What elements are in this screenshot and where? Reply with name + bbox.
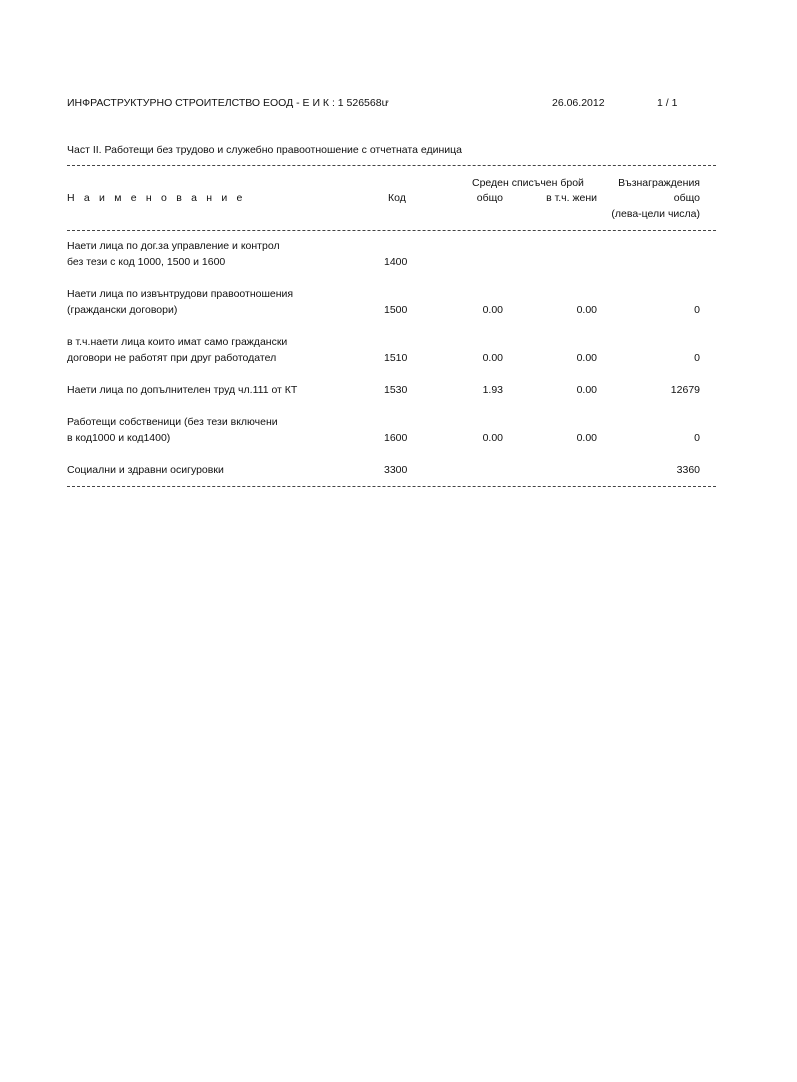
col-pay-total: общо: [673, 192, 700, 204]
row-name-line2: в код1000 и код1400): [67, 432, 171, 444]
row-avg-total: 0.00: [482, 304, 503, 316]
row-pay: 0: [694, 304, 700, 316]
row-code: 1510: [384, 352, 408, 364]
row-avg-women: 0.00: [576, 384, 597, 396]
row-name-line2: без тези с код 1000, 1500 и 1600: [67, 256, 226, 268]
col-avg-women: в т.ч. жени: [546, 192, 597, 204]
row-code: 1400: [384, 256, 408, 268]
row-name-line1: в т.ч.наети лица които имат само граждански: [67, 336, 288, 348]
col-code: Код: [388, 192, 406, 204]
row-name-line2: договори не работят при друг работодател: [67, 352, 277, 364]
col-pay-unit: (лева-цели числа): [611, 208, 700, 220]
company-header: ИНФРАСТРУКТУРНО СТРОИТЕЛСТВО ЕООД - Е И К : 1 526568ư: [67, 97, 389, 109]
row-name-line1: Социални и здравни осигуровки: [67, 464, 224, 476]
row-pay: 3360: [676, 464, 700, 476]
col-name: Н а и м е н о в а н и е: [67, 192, 246, 204]
top-divider: [67, 165, 716, 166]
page-number: 1 / 1: [657, 97, 678, 109]
row-name-line2: (граждански договори): [67, 304, 178, 316]
row-code: 1600: [384, 432, 408, 444]
bottom-divider: [67, 486, 716, 487]
row-name-line1: Наети лица по дог.за управление и контрол: [67, 240, 280, 252]
row-avg-women: 0.00: [576, 304, 597, 316]
col-avg-group: Среден списъчен брой: [472, 177, 584, 189]
row-code: 1530: [384, 384, 408, 396]
row-avg-women: 0.00: [576, 432, 597, 444]
row-avg-total: 0.00: [482, 352, 503, 364]
row-name-line1: Наети лица по допълнителен труд чл.111 от КТ: [67, 384, 298, 396]
row-avg-total: 0.00: [482, 432, 503, 444]
col-avg-total: общо: [476, 192, 503, 204]
row-name-line1: Наети лица по извънтрудови правоотношения: [67, 288, 294, 300]
row-avg-total: 1.93: [482, 384, 503, 396]
row-name-line1: Работещи собственици (без тези включени: [67, 416, 278, 428]
row-avg-women: 0.00: [576, 352, 597, 364]
row-pay: 0: [694, 432, 700, 444]
row-code: 3300: [384, 464, 408, 476]
header-divider: [67, 230, 716, 231]
section-title: Част II. Работещи без трудово и служебно правоотношение с отчетната единица: [67, 144, 462, 156]
col-pay-title: Възнаграждения: [618, 177, 700, 189]
row-pay: 0: [694, 352, 700, 364]
report-date: 26.06.2012: [552, 97, 605, 109]
row-pay: 12679: [670, 384, 700, 396]
row-code: 1500: [384, 304, 408, 316]
